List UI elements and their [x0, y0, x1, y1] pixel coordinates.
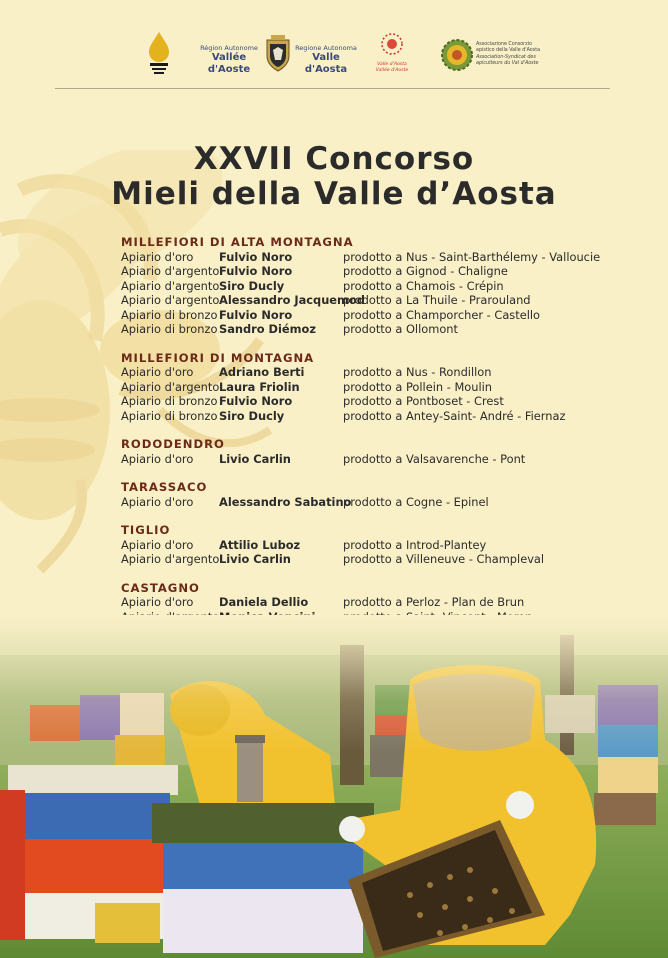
award-level: Apiario di bronzo: [121, 394, 218, 408]
beekeeper-name: Siro Ducly: [219, 408, 285, 423]
category-heading: CASTAGNO: [121, 580, 200, 595]
category-heading: TIGLIO: [121, 523, 171, 537]
production-place: prodotto a Perloz - Plan de Brun: [343, 595, 525, 609]
association-line4: apiculteurs du Val d'Aoste: [476, 60, 539, 66]
region-fr-line1: Région Autonome: [200, 44, 258, 52]
vda-mark-line2: Vallée d'Aoste: [375, 68, 409, 73]
award-row: [121, 380, 641, 395]
coat-of-arms-icon: [264, 34, 292, 72]
award-level: Apiario d'argento: [121, 264, 220, 278]
award-row: [121, 308, 641, 323]
category-heading: TARASSACO: [121, 480, 208, 494]
production-place: prodotto a Cogne - Epinel: [343, 494, 489, 509]
association-line2: apistico della Valle d'Aosta: [476, 48, 541, 54]
award-level: Apiario d'oro: [121, 365, 194, 379]
award-level: Apiario d'oro: [121, 595, 194, 609]
award-row: [121, 495, 641, 510]
region-fr-logo: [197, 44, 261, 76]
production-place: prodotto a Villeneuve - Champleval: [343, 552, 545, 566]
award-level: Apiario di bronzo: [121, 408, 218, 423]
production-place: prodotto a Champorcher - Castello: [343, 307, 540, 322]
beekeeper-name: Attilio Luboz: [219, 537, 301, 552]
category-heading: RODODENDRO: [121, 437, 225, 451]
page-title: [0, 142, 668, 211]
production-place: prodotto a Nus - Saint-Barthélemy - Valloucie: [343, 249, 601, 264]
region-it-logo: [295, 44, 357, 76]
production-place: prodotto a La Thuile - Prarouland: [343, 293, 531, 307]
results-list: [121, 235, 641, 639]
award-level: Apiario di bronzo: [121, 307, 218, 322]
production-place: prodotto a Nus - Rondillon: [343, 365, 492, 379]
award-level: Apiario d'argento: [121, 552, 220, 566]
logo-bar: [0, 30, 668, 85]
award-level: Apiario d'argento: [121, 278, 220, 293]
production-place: prodotto a Introd-Plantey: [343, 537, 487, 552]
association-seal-icon: [440, 38, 474, 72]
region-fr-line2: Vallée d'Aoste: [207, 52, 251, 75]
beekeeper-name: Alessandro Sabatino: [219, 494, 352, 509]
beekeeper-name: Laura Friolin: [219, 379, 300, 394]
award-row: [121, 409, 641, 424]
award-row: [121, 279, 641, 294]
heart-flower-icon: [378, 32, 406, 58]
beekeeper-name: Siro Ducly: [219, 278, 285, 293]
award-level: Apiario d'argento: [121, 379, 220, 394]
category-heading: MILLEFIORI DI MONTAGNA: [121, 350, 315, 365]
award-row: [121, 452, 641, 467]
beekeeper-name: Adriano Berti: [219, 365, 305, 379]
drop-logo-icon: [145, 30, 173, 76]
award-level: Apiario d'oro: [121, 451, 194, 466]
association-line3: Association-Syndicat des: [476, 54, 536, 60]
association-line1: Associazione Consorzio: [476, 42, 532, 47]
award-row: [121, 322, 641, 337]
beekeeper-name: Fulvio Noro: [219, 394, 293, 408]
award-row: [121, 552, 641, 567]
header-divider: [55, 88, 610, 89]
association-text: [476, 42, 566, 67]
award-row: [121, 293, 641, 308]
title-line1: XXVII Concorso: [193, 141, 475, 177]
award-row: [121, 595, 641, 610]
production-place: prodotto a Gignod - Chaligne: [343, 264, 508, 278]
award-level: Apiario d'oro: [121, 537, 194, 552]
beekeeper-name: Sandro Diémoz: [219, 322, 316, 336]
beekeeper-name: Livio Carlin: [219, 451, 291, 466]
beekeeper-name: Alessandro Jacquemod: [219, 293, 365, 307]
region-it-line1: Regione Autonoma: [295, 44, 357, 52]
award-level: Apiario di bronzo: [121, 322, 218, 336]
award-row: [121, 394, 641, 409]
beekeeper-name: Livio Carlin: [219, 552, 291, 566]
production-place: prodotto a Pontboset - Crest: [343, 394, 504, 408]
beekeeper-name: Fulvio Noro: [219, 307, 293, 322]
award-row: [121, 365, 641, 380]
production-place: prodotto a Ollomont: [343, 322, 458, 336]
region-it-line2: Valle d'Aosta: [304, 52, 348, 75]
award-row: [121, 250, 641, 265]
vda-mark-line1: Valle d'Aosta: [377, 62, 407, 67]
beekeeper-name: Fulvio Noro: [219, 249, 293, 264]
beekeepers-photo: [0, 615, 668, 958]
award-row: [121, 264, 641, 279]
production-place: prodotto a Pollein - Moulin: [343, 379, 493, 394]
category-heading: MILLEFIORI DI ALTA MONTAGNA: [121, 235, 354, 249]
award-row: [121, 538, 641, 553]
award-level: Apiario d'argento: [121, 293, 220, 307]
beekeeper-name: Fulvio Noro: [219, 264, 293, 278]
title-line2: Mieli della Valle d’Aosta: [111, 175, 557, 212]
production-place: prodotto a Antey-Saint- André - Fiernaz: [343, 408, 566, 423]
production-place: prodotto a Valsavarenche - Pont: [343, 451, 526, 466]
beekeeper-name: Daniela Dellio: [219, 595, 309, 609]
award-level: Apiario d'oro: [121, 494, 194, 509]
production-place: prodotto a Chamois - Crépin: [343, 278, 504, 293]
award-level: Apiario d'oro: [121, 249, 194, 264]
vda-mark-logo: [372, 32, 412, 74]
